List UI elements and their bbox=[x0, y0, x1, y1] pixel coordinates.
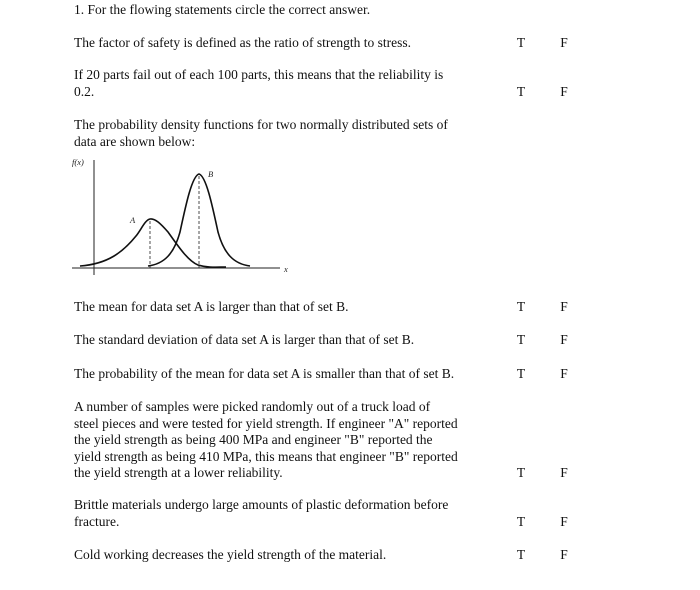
false-option-1[interactable]: F bbox=[560, 35, 568, 50]
statement-5: The standard deviation of data set A is larger than that of set B. bbox=[74, 332, 415, 347]
heading: 1. For the flowing statements circle the correct answer. bbox=[74, 2, 371, 17]
statement-2 bbox=[74, 67, 504, 100]
true-option-8[interactable]: T bbox=[516, 514, 526, 529]
y-axis-label: f(x) bbox=[72, 157, 84, 167]
statement-7 bbox=[74, 399, 504, 482]
curve-a-label: A bbox=[130, 215, 136, 225]
true-option-6[interactable]: T bbox=[516, 366, 526, 381]
curve-a bbox=[80, 219, 226, 267]
false-option-5[interactable]: F bbox=[560, 332, 568, 347]
false-option-9[interactable]: F bbox=[560, 547, 568, 562]
x-axis-label: x bbox=[284, 264, 288, 274]
false-option-8[interactable]: F bbox=[560, 514, 568, 529]
statement-3-line-1: The probability density functions for two normally distributed sets of bbox=[74, 117, 448, 132]
statement-7-line-1: A number of samples were picked randomly out of a truck load of bbox=[74, 399, 431, 414]
false-option-7[interactable]: F bbox=[560, 465, 568, 480]
statement-8-line-1: Brittle materials undergo large amounts of plastic deformation before bbox=[74, 497, 449, 512]
statement-8-line-2: fracture. bbox=[74, 513, 120, 529]
statement-3-line-2: data are shown below: bbox=[74, 133, 196, 149]
pdf-graph bbox=[68, 154, 298, 278]
statement-2-line-2: 0.2. bbox=[74, 83, 95, 99]
statement-7-line-3: the yield strength as being 400 MPa and engineer "B" reported the bbox=[74, 432, 433, 447]
statement-7-line-2: steel pieces and were tested for yield strength. If engineer "A" reported bbox=[74, 415, 458, 431]
true-option-7[interactable]: T bbox=[516, 465, 526, 480]
true-option-4[interactable]: T bbox=[516, 299, 526, 314]
false-option-6[interactable]: F bbox=[560, 366, 568, 381]
statement-8 bbox=[74, 497, 504, 530]
statement-7-line-5: the yield strength at a lower reliability. bbox=[74, 465, 283, 480]
true-option-2[interactable]: T bbox=[516, 84, 526, 99]
statement-3 bbox=[74, 117, 504, 150]
true-option-5[interactable]: T bbox=[516, 332, 526, 347]
statement-1: The factor of safety is defined as the ratio of strength to stress. bbox=[74, 35, 412, 50]
statement-4: The mean for data set A is larger than that of set B. bbox=[74, 299, 349, 314]
curve-b-label: B bbox=[208, 169, 214, 179]
false-option-2[interactable]: F bbox=[560, 84, 568, 99]
statement-7-line-4: yield strength as being 410 MPa, this means that engineer "B" reported bbox=[74, 448, 458, 464]
statement-6: The probability of the mean for data set A is smaller than that of set B. bbox=[74, 366, 455, 381]
false-option-4[interactable]: F bbox=[560, 299, 568, 314]
true-option-9[interactable]: T bbox=[516, 547, 526, 562]
true-option-1[interactable]: T bbox=[516, 35, 526, 50]
statement-9: Cold working decreases the yield strength of the material. bbox=[74, 547, 387, 562]
statement-2-line-1: If 20 parts fail out of each 100 parts, this means that the reliability is bbox=[74, 67, 444, 82]
